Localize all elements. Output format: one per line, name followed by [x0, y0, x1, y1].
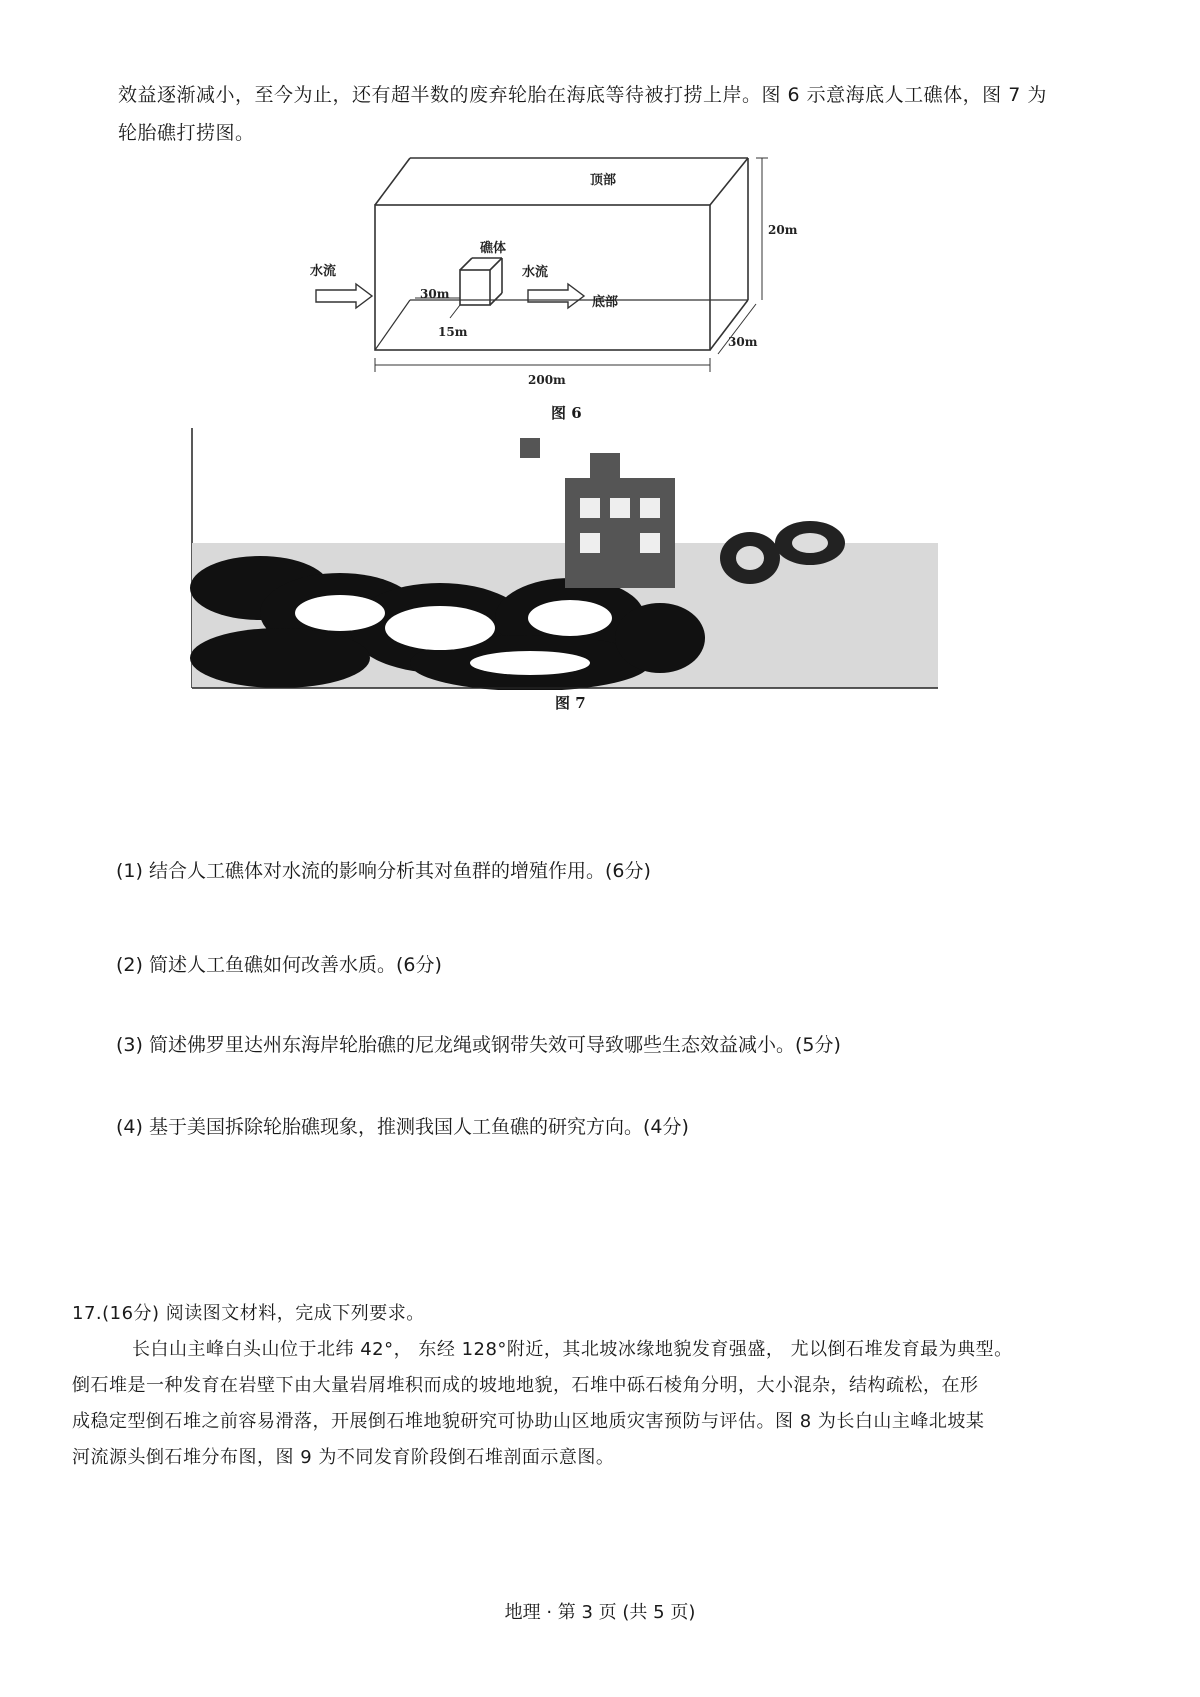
flow-arrow-right [528, 284, 584, 308]
label-200m: 200m [528, 373, 566, 387]
section-17-header: 17.(16分) 阅读图文材料，完成下列要求。 [72, 1303, 425, 1324]
label-height-20m: 20m [768, 223, 798, 237]
label-reef: 礁体 [480, 241, 507, 256]
intro-line-1: 效益逐渐减小，至今为止，还有超半数的废弃轮胎在海底等待被打捞上岸。图 6 示意海底人工礁体，图 7 为 [118, 84, 1047, 106]
section-17-line-3: 成稳定型倒石堆之前容易滑落，开展倒石堆地貌研究可协助山区地质灾害预防与评估。图 8 为长白山主峰北坡某 [72, 1411, 985, 1432]
section-17-line-2: 倒石堆是一种发育在岩壁下由大量岩屑堆积而成的坡地地貌，石堆中砾石棱角分明，大小混杂，结构疏松，在形 [72, 1375, 979, 1396]
label-15m: 15m [438, 325, 468, 339]
label-top: 顶部 [590, 173, 617, 188]
page-footer: 地理 · 第 3 页 (共 5 页) [504, 1602, 696, 1623]
figure-7-caption: 图 7 [555, 694, 586, 712]
label-flow-right: 水流 [522, 265, 549, 280]
question-1: (1) 结合人工礁体对水流的影响分析其对鱼群的增殖作用。(6分) [116, 860, 651, 882]
figure-7-photo [190, 428, 940, 690]
flow-arrow-left [316, 284, 372, 308]
figure-6-caption: 图 6 [551, 404, 582, 422]
question-3: (3) 简述佛罗里达州东海岸轮胎礁的尼龙绳或钢带失效可导致哪些生态效益减小。(5分) [116, 1034, 841, 1056]
label-bottom: 底部 [592, 295, 619, 310]
section-17 [72, 1296, 1142, 1476]
section-17-line-1: 长白山主峰白头山位于北纬 42°， 东经 128°附近，其北坡冰缘地貌发育强盛， 尤以倒石堆发育最为典型。 [132, 1339, 1013, 1360]
question-4: (4) 基于美国拆除轮胎礁现象，推测我国人工鱼礁的研究方向。(4分) [116, 1116, 689, 1138]
section-17-line-4: 河流源头倒石堆分布图，图 9 为不同发育阶段倒石堆剖面示意图。 [72, 1447, 615, 1468]
label-30m-reef: 30m [420, 287, 450, 301]
intro-line-2: 轮胎礁打捞图。 [118, 122, 255, 144]
question-2: (2) 简述人工鱼礁如何改善水质。(6分) [116, 954, 442, 976]
label-flow-left: 水流 [310, 264, 337, 279]
figure-6-diagram [300, 140, 820, 400]
label-depth-30m: 30m [728, 335, 758, 349]
